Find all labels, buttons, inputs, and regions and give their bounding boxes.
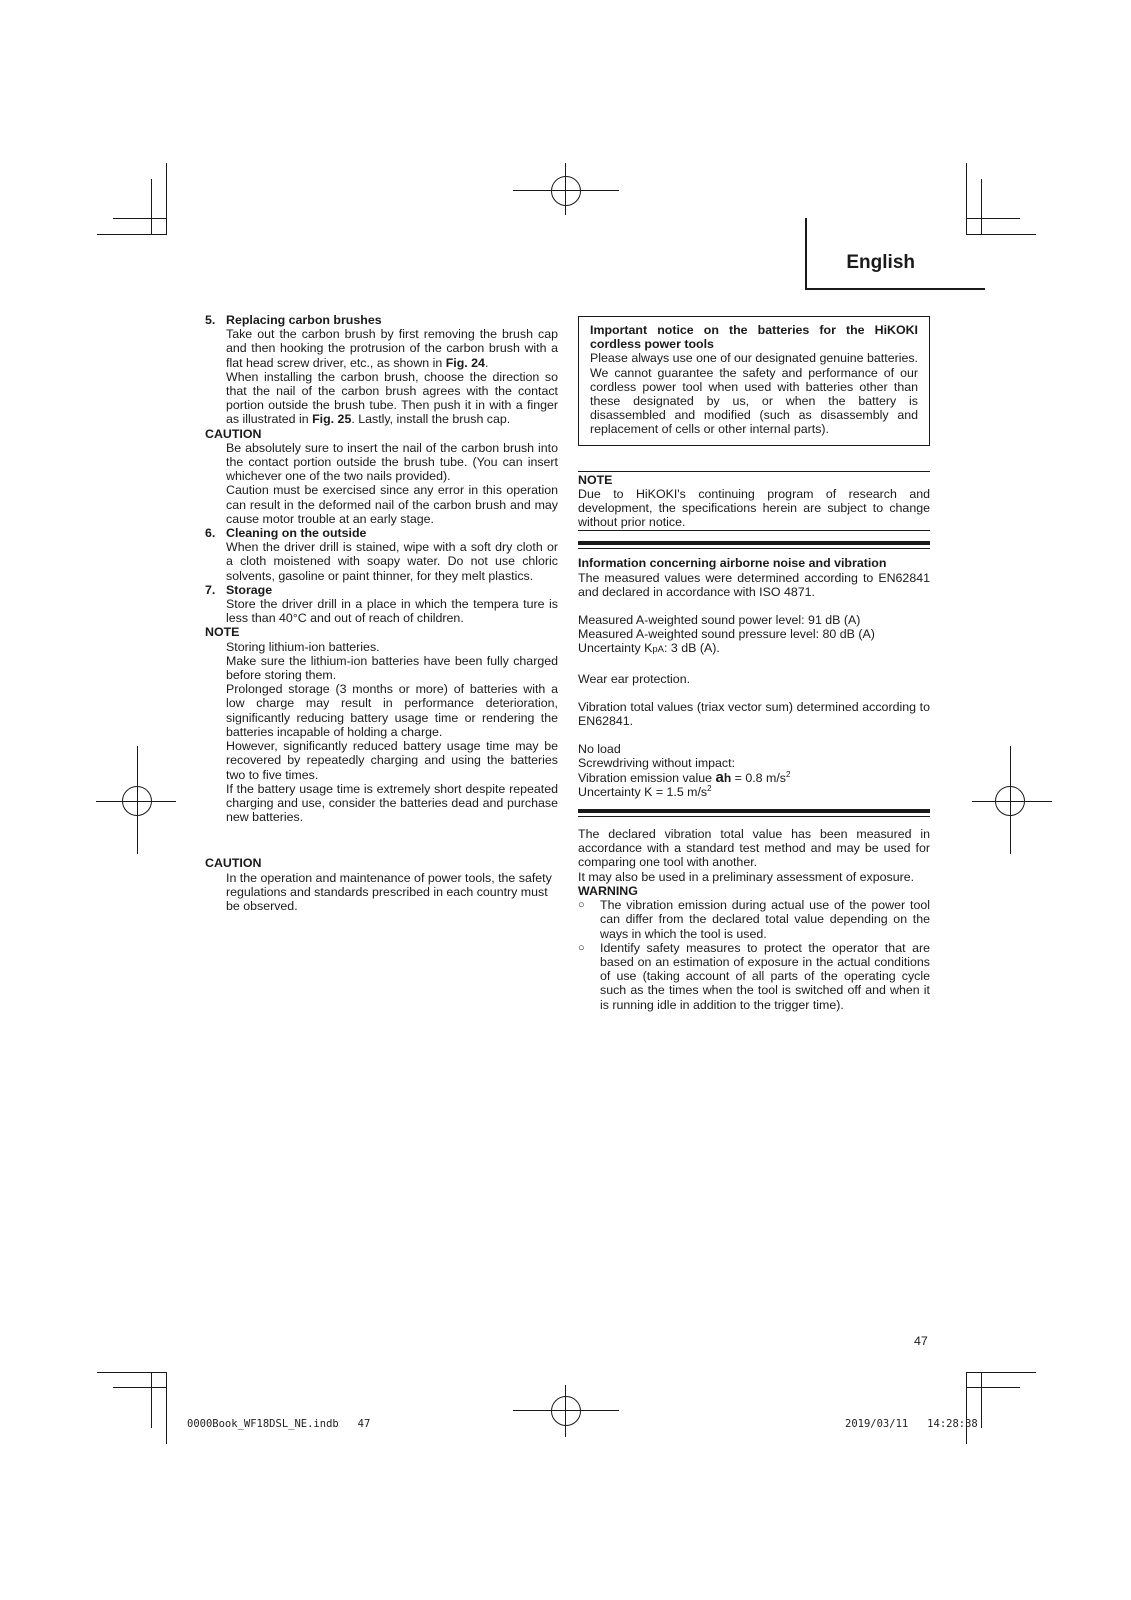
footer-timestamp: 2019/03/11 14:28:38: [845, 1418, 978, 1430]
paragraph: Store the driver drill in a place in which the tempera ture is less than 40°C and out of reach of children.: [226, 597, 558, 626]
section-heading: 7. Storage: [205, 582, 273, 597]
notice-title: Important notice on the batteries for the HiKOKI cordless power tools: [590, 323, 918, 352]
circle-bullet-icon: ○: [578, 899, 585, 912]
section-heading: 6. Cleaning on the outside: [205, 526, 367, 541]
warning-item: ○ Identify safety measures to protect the operator that are based on an estimation of exposure in the actual conditions of use (taking account of all parts of the operating cycle such as the times when the tool is switched off and when it is running idle in addition to the trigger time).: [578, 940, 930, 1012]
figure-reference: Fig. 24: [445, 355, 485, 370]
paragraph: When the driver drill is stained, wipe with a soft dry cloth or a cloth moistened with soapy water. Do not use chloric solvents, gasoline or paint thinner, for they melt plastics.: [226, 540, 558, 583]
measurement-line: Uncertainty K = 1.5 $m/s^2$: [578, 783, 712, 799]
paragraph: When installing the carbon brush, choose the direction so that the nail of the carbon brush agrees with the contact portion outside the brush tube. Then push it in with a finger as illustrated in Fig. 25. Lastly, install the brush cap.: [226, 369, 558, 427]
note-heading: NOTE: [205, 625, 240, 640]
note-heading: NOTE: [578, 472, 613, 487]
warning-heading: WARNING: [578, 883, 638, 898]
battery-notice-box: [578, 316, 930, 446]
left-column: [205, 313, 558, 913]
measurement-line: Screwdriving without impact:: [578, 756, 736, 771]
paragraph: It may also be used in a preliminary assessment of exposure.: [578, 869, 915, 884]
paragraph: Prolonged storage (3 months or more) of batteries with a low charge may result in performance deterioration, significantly reducing battery usage time or rendering the batteries incapable of holding a charge.: [226, 682, 558, 739]
paragraph: If the battery usage time is extremely short despite repeated charging and use, consider the batteries dead and purchase new batteries.: [226, 781, 558, 825]
measurement-line: Measured A-weighted sound pressure level: 80 dB (A): [578, 627, 875, 642]
paragraph: Vibration total values (triax vector sum) determined according to EN62841.: [578, 699, 930, 729]
language-tab: [805, 218, 985, 290]
paragraph: However, significantly reduced battery usage time may be recovered by repeatedly charging and using the batteries two to five times.: [226, 739, 558, 782]
paragraph: Storing lithium-ion batteries.: [226, 639, 380, 654]
paragraph: Wear ear protection.: [578, 671, 691, 686]
measurement-line: Measured A-weighted sound power level: 91 dB (A): [578, 613, 861, 628]
section-heading: Information concerning airborne noise and vibration: [578, 556, 887, 571]
language-label: English: [846, 252, 915, 273]
paragraph: Due to HiKOKI's continuing program of research and development, the specifications herein are subject to change without prior notice.: [578, 486, 930, 530]
warning-item: ○ The vibration emission during actual use of the power tool can differ from the declared total value depending on the ways in which the tool is used.: [578, 898, 930, 941]
section-title: Cleaning on the outside: [226, 526, 367, 541]
section-title: Storage: [226, 582, 273, 597]
notice-text: Please always use one of our designated genuine batteries. We cannot guarantee the safety and performance of our cordless power tool when used with batteries other than these designated by us, or when the battery is disassembled and modified (such as disassembly and replacement of cells or other internal parts).: [590, 351, 918, 437]
measurement-line: Uncertainty KpA: 3 dB (A).: [578, 641, 720, 656]
caution-heading: CAUTION: [205, 426, 262, 441]
paragraph: Caution must be exercised since any error in this operation can result in the deformed nail of the carbon brush and may cause motor trouble at an early stage.: [226, 483, 558, 526]
caution-heading: CAUTION: [205, 856, 262, 871]
measurement-line: No load: [578, 742, 621, 757]
section-title: Replacing carbon brushes: [226, 313, 382, 327]
paragraph: The declared vibration total value has been measured in accordance with a standard test method and may be used for comparing one tool with another.: [578, 827, 930, 870]
footer-file-info: 0000Book_WF18DSL_NE.indb 47: [187, 1418, 371, 1430]
paragraph: The measured values were determined according to EN62841 and declared in accordance with ISO 4871.: [578, 570, 930, 599]
paragraph: In the operation and maintenance of power tools, the safety regulations and standards prescribed in each country must be observed.: [226, 870, 552, 913]
section-heading: 5. Replacing carbon brushes: [205, 313, 382, 327]
right-column: [578, 316, 930, 1012]
paragraph: Take out the carbon brush by first removing the brush cap and then hooking the protrusion of the carbon brush with a flat head screw driver, etc., as shown in Fig. 24.: [226, 327, 558, 370]
measurement-line: Vibration emission value ah = 0.8 $m/s^2$: [578, 768, 791, 786]
paragraph: Make sure the lithium-ion batteries have been fully charged before storing them.: [226, 653, 558, 683]
paragraph: Be absolutely sure to insert the nail of the carbon brush into the contact portion outside the brush tube. (You can insert whichever one of the two nails provided).: [226, 440, 558, 484]
divider: [578, 471, 930, 472]
circle-bullet-icon: ○: [578, 941, 585, 954]
page-number: 47: [914, 1334, 928, 1348]
figure-reference: Fig. 25: [312, 412, 352, 427]
